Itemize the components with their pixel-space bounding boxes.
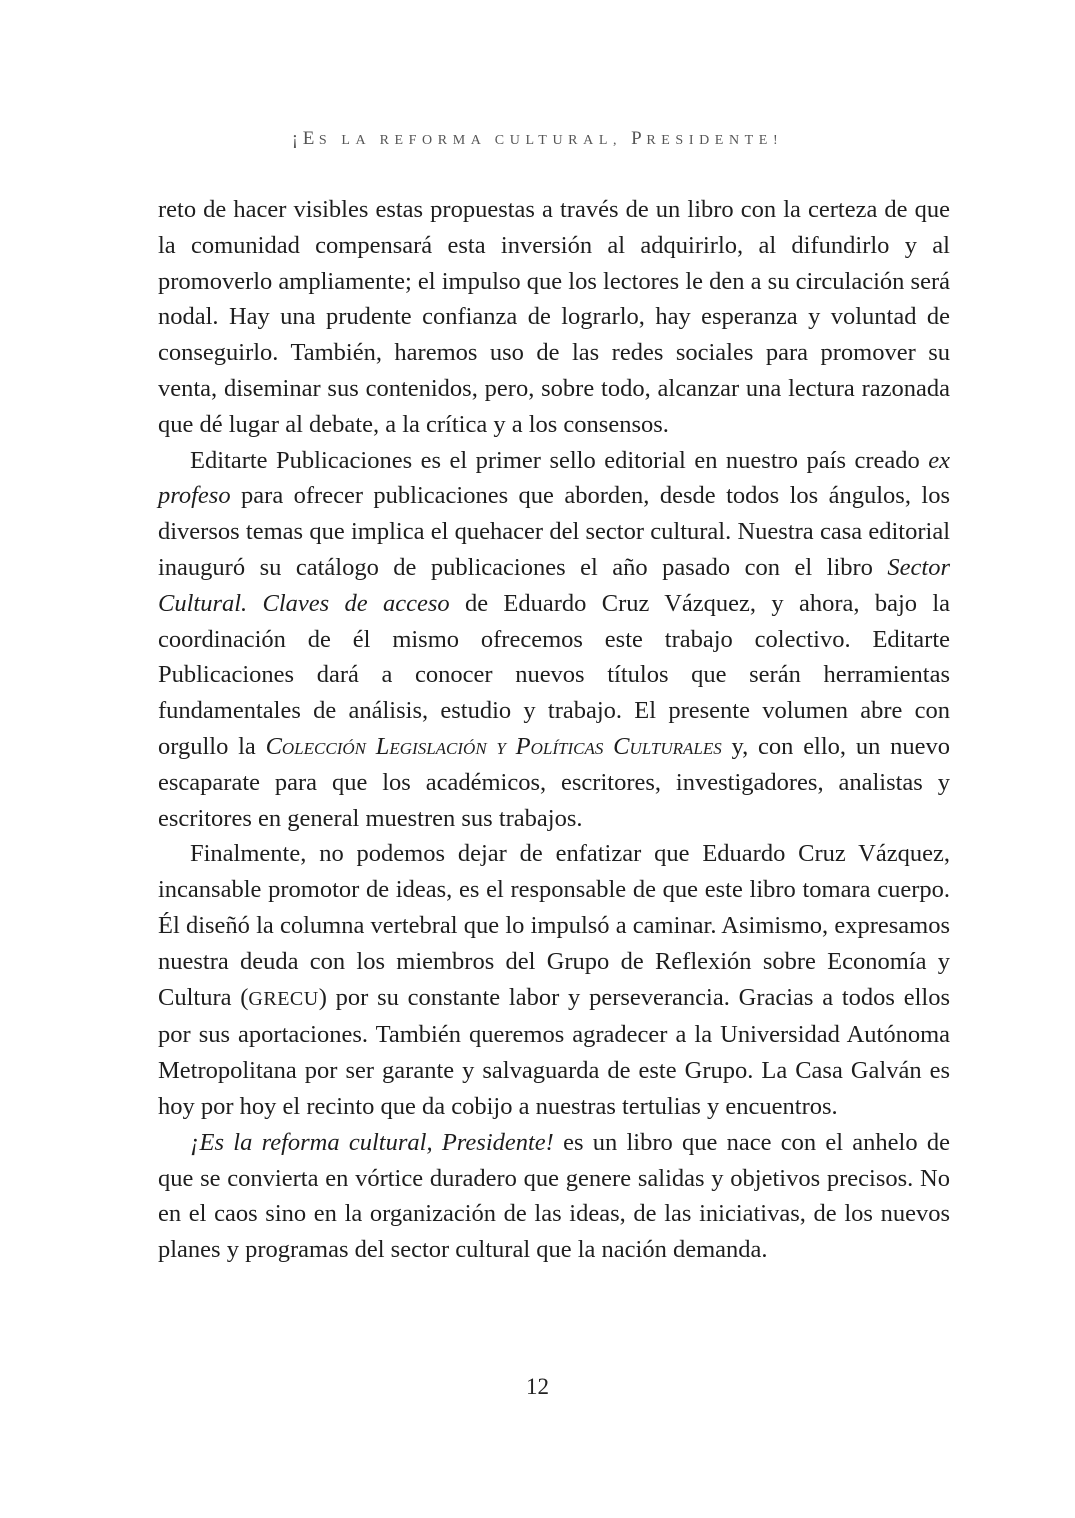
paragraph-2-text-c: de Eduardo Cruz Vázquez, y ahora, bajo la coordinación de él mismo ofrecemos este trabajo colectivo. Editarte Publicaciones dará a conocer nuevos títulos que serán herramientas fundamentales de análisis, estudio y trabajo. El presente volumen abre con orgullo la: [158, 589, 951, 760]
paragraph-2-text-d: y, con ello, un nuevo escaparate para que los académicos, escritores, investigadores, analistas y escritores en general muestren sus trabajos.: [158, 732, 950, 832]
paragraph-4-text-b: es un libro que nace con el anhelo de que se convierta en vórtice duradero que genere salidas y objetivos precisos. No en el caos sino en la organización de las ideas, de las iniciativas, de los nuevos planes y programas del sector cultural que la nación demanda.: [158, 1128, 950, 1264]
paragraph-4-italic-title: ¡Es la reforma cultural, Presidente!: [190, 1128, 554, 1156]
paragraph-2-text-a: Editarte Publicaciones es el primer sello editorial en nuestro país creado: [190, 446, 929, 474]
paragraph-2-text-b: para ofrecer publicaciones que aborden, desde todos los ángulos, los diversos temas que implica el quehacer del sector cultural. Nuestra casa editorial inauguró su catálogo de publicaciones el año pasado con el libro: [158, 482, 950, 581]
running-head-cap-1: ¡E: [291, 128, 319, 149]
running-head: [0, 128, 1075, 150]
paragraph-2: [158, 443, 950, 837]
paragraph-3: [158, 836, 950, 1124]
paragraph-2-italic-book-title: Sector Cultural. Claves de acceso: [158, 553, 950, 617]
page-number: 12: [526, 1374, 549, 1399]
paragraph-3-abbreviation: GRECU: [248, 987, 319, 1010]
paragraph-2-italic-ex-profeso: ex profeso: [158, 446, 950, 510]
running-head-cap-2: P: [631, 128, 647, 149]
body-text: [158, 192, 950, 1268]
running-head-rest-1: S LA REFORMA CULTURAL,: [318, 133, 632, 148]
paragraph-4: [158, 1125, 950, 1268]
paragraph-2-collection-name: Colección Legislación y Políticas Culturales: [265, 732, 722, 760]
paragraph-1: reto de hacer visibles estas propuestas a través de un libro con la certeza de que la comunidad compensará esta inversión al adquirirlo, al difundirlo y al promoverlo ampliamente; el impulso que los lectores le den a su circulación será nodal. Hay una prudente confianza de lograrlo, hay esperanza y voluntad de conseguirlo. También, haremos uso de las redes sociales para promover su venta, diseminar sus contenidos, pero, sobre todo, alcanzar una lectura razonada que dé lugar al debate, a la crítica y a los consensos.: [158, 196, 950, 438]
running-head-rest-2: RESIDENTE!: [646, 133, 784, 148]
paragraph-3-text-b: ) por su constante labor y perseverancia. Gracias a todos ellos por sus aportaciones. También queremos agradecer a la Universidad Autónoma Metropolitana por ser garante y salvaguarda de este Grupo. La Casa Galván es hoy por hoy el recinto que da cobijo a nuestras tertulias y encuentros.: [158, 983, 950, 1120]
paragraph-3-text-a: Finalmente, no podemos dejar de enfatizar que Eduardo Cruz Vázquez, incansable promotor de ideas, es el responsable de que este libro tomara cuerpo. Él diseñó la columna vertebral que lo impulsó a caminar. Asimismo, expresamos nuestra deuda con los miembros del Grupo de Reflexión sobre Economía y Cultura (: [158, 840, 950, 1011]
